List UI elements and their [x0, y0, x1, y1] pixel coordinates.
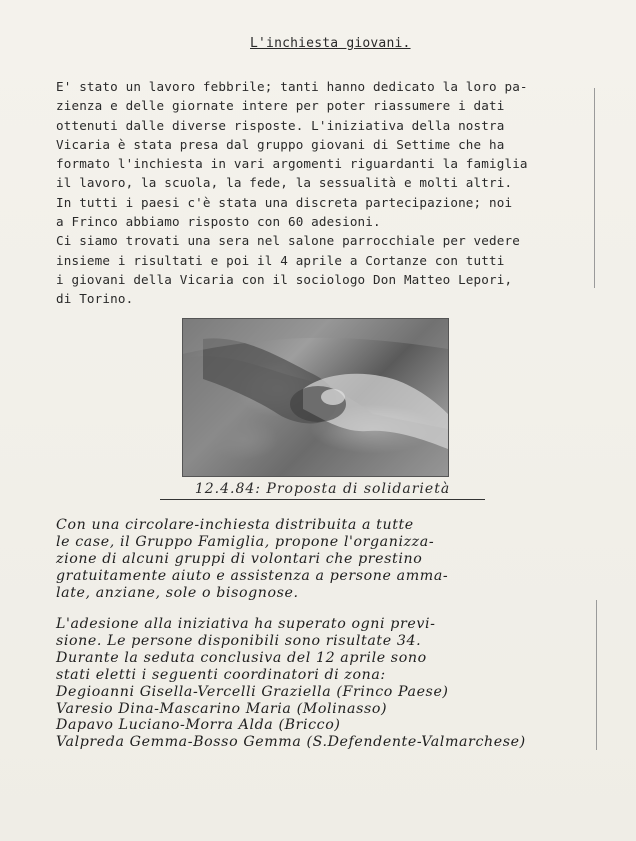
text-line: il lavoro, la scuola, la fede, la sessualità e molti altri. — [56, 175, 513, 191]
clasped-hands-photo — [182, 318, 449, 477]
text-line: In tutti i paesi c'è stata una discreta partecipazione; noi — [56, 194, 513, 210]
text-line: i giovani della Vicaria con il sociologo Don Matteo Lepori, — [56, 271, 513, 287]
text-line: formato l'inchiesta in vari argomenti riguardanti la famiglia — [56, 156, 528, 172]
text-line: gratuitamente aiuto e assistenza a persone amma- — [56, 567, 449, 584]
text-line: di Torino. — [56, 291, 134, 307]
coordinator-line: Valpreda Gemma-Bosso Gemma (S.Defendente-Valmarchese) — [56, 734, 526, 751]
text-line: L'adesione alla iniziativa ha superato ogni previ- — [56, 616, 436, 632]
solidarity-paragraph — [56, 517, 596, 602]
intro-paragraph — [56, 77, 586, 309]
margin-line — [594, 88, 595, 288]
text-line: Durante la seduta conclusiva del 12 aprile sono — [56, 649, 427, 666]
margin-line — [596, 600, 597, 750]
text-line: a Frinco abbiamo risposto con 60 adesioni. — [56, 214, 381, 230]
text-line: stati eletti i seguenti coordinatori di zona: — [56, 666, 386, 683]
coordinator-line: Degioanni Gisella-Vercelli Graziella (Frinco Paese) — [56, 683, 449, 700]
text-line: late, anziane, sole o bisognose. — [56, 584, 299, 601]
coordinators-paragraph — [56, 616, 596, 751]
text-line: zione di alcuni gruppi di volontari che prestino — [56, 550, 423, 567]
text-line: le case, il Gruppo Famiglia, propone l'organizza- — [56, 533, 435, 550]
coordinator-line: Varesio Dina-Mascarino Maria (Molinasso) — [56, 700, 388, 717]
page-title: L'inchiesta giovani. — [250, 36, 411, 51]
text-line: Vicaria è stata presa dal gruppo giovani di Settime che ha — [56, 136, 505, 152]
text-line: Con una circolare-inchiesta distribuita a tutte — [56, 517, 414, 533]
photo-caption: 12.4.84: Proposta di solidarietà — [160, 481, 485, 500]
text-line: ottenuti dalle diverse risposte. L'iniziativa della nostra — [56, 117, 505, 133]
text-line: zienza e delle giornate intere per poter riassumere i dati — [56, 98, 505, 114]
text-line: E' stato un lavoro febbrile; tanti hanno dedicato la loro pa- — [56, 79, 528, 94]
text-line: insieme i risultati e poi il 4 aprile a Cortanze con tutti — [56, 252, 505, 268]
hands-image-icon — [183, 319, 448, 476]
coordinator-line: Dapavo Luciano-Morra Alda (Bricco) — [56, 717, 341, 734]
text-line: sione. Le persone disponibili sono risultate 34. — [56, 632, 422, 649]
text-line: Ci siamo trovati una sera nel salone parrocchiale per vedere — [56, 233, 520, 249]
